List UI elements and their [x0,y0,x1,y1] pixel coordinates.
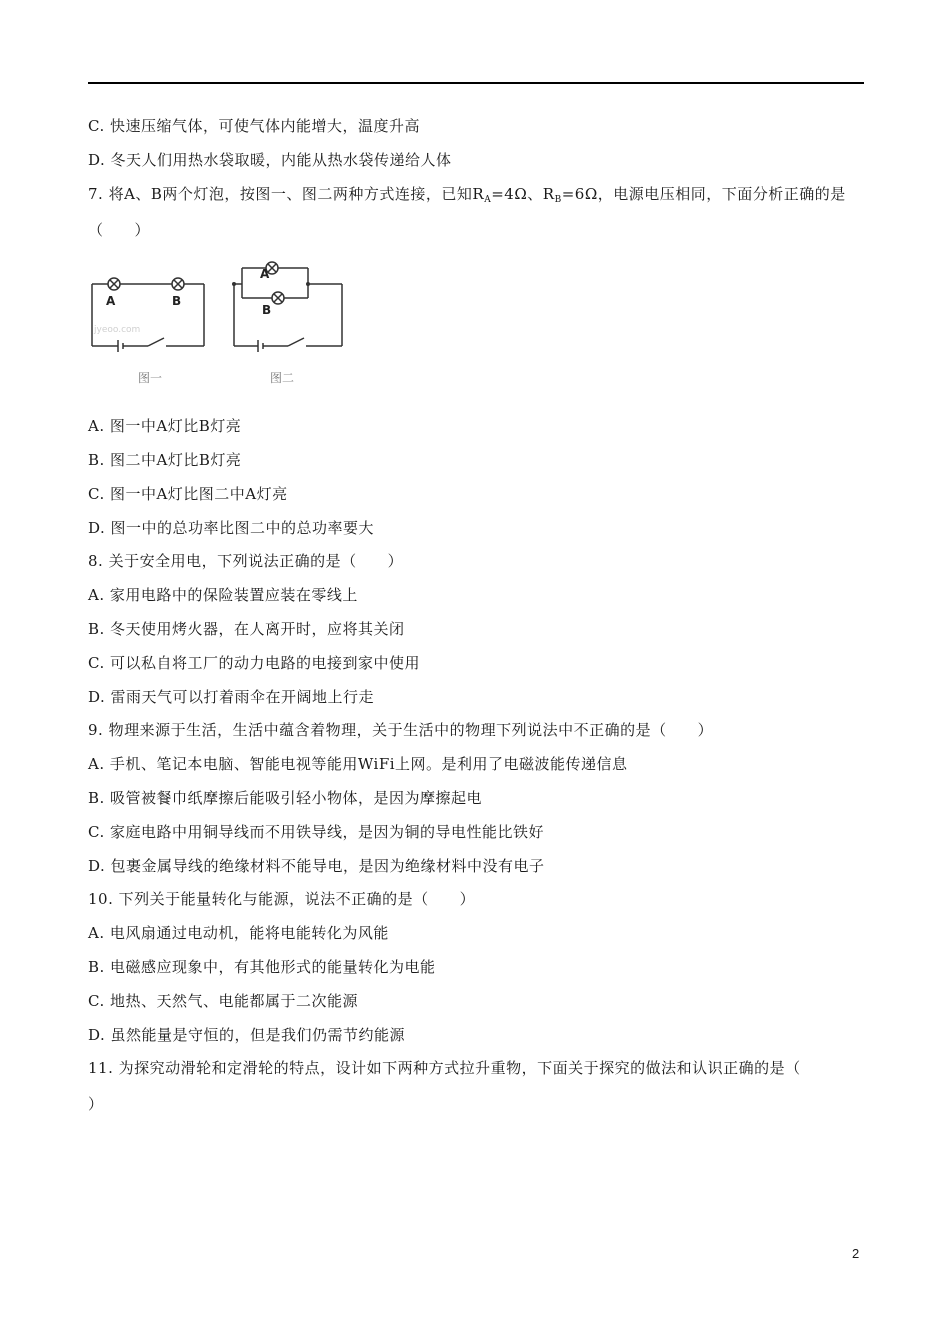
label-b1: B [172,294,182,308]
q7-sub-a: A [484,195,492,205]
circuit-figure [86,256,356,388]
q6-option-c: C. 快速压缩气体，可使气体内能增大，温度升高 [88,117,420,135]
q7-option-b: B. 图二中A灯比B灯亮 [88,451,242,469]
q11-stem-cont: ） [88,1095,104,1113]
q9-option-d: D. 包裹金属导线的绝缘材料不能导电，是因为绝缘材料中没有电子 [88,857,545,875]
junction-right [306,282,310,286]
header-rule [88,82,864,84]
q11-stem: 11. 为探究动滑轮和定滑轮的特点，设计如下两种方式拉升重物，下面关于探究的做法和认识正确的是（ [88,1059,801,1077]
q7-option-a: A. 图一中A灯比B灯亮 [88,417,242,435]
q10-option-b: B. 电磁感应现象中，有其他形式的能量转化为电能 [88,958,436,976]
q10-option-d: D. 虽然能量是守恒的，但是我们仍需节约能源 [88,1026,406,1044]
q9-option-b: B. 吸管被餐巾纸摩擦后能吸引轻小物体，是因为摩擦起电 [88,789,483,807]
q7-option-c: C. 图一中A灯比图二中A灯亮 [88,485,288,503]
q10-stem: 10. 下列关于能量转化与能源，说法不正确的是（ ） [88,890,476,908]
switch2-icon [288,338,304,346]
q9-option-c: C. 家庭电路中用铜导线而不用铁导线，是因为铜的导电性能比铁好 [88,823,544,841]
q7-stem-mid: =4Ω、R [491,185,555,203]
label-b2: B [262,303,272,317]
q7-stem [88,184,846,210]
q7-bracket: （ ） [88,221,151,239]
page-number: 2 [852,1246,860,1261]
q9-option-a: A. 手机、笔记本电脑、智能电视等能用WiFi上网。是利用了电磁波能传递信息 [88,755,628,773]
q8-stem: 8. 关于安全用电，下列说法正确的是（ ） [88,552,404,570]
label-a2: A [260,267,270,281]
label-a1: A [106,294,116,308]
circuit-two [234,262,342,352]
q6-option-d: D. 冬天人们用热水袋取暖，内能从热水袋传递给人体 [88,151,452,169]
q7-stem-start: 7. 将A、B两个灯泡，按图一、图二两种方式连接，已知R [88,185,485,203]
caption-fig1: 图一 [138,371,163,385]
q8-option-c: C. 可以私自将工厂的动力电路的电接到家中使用 [88,654,420,672]
q10-option-c: C. 地热、天然气、电能都属于二次能源 [88,992,358,1010]
switch1-icon [148,338,164,346]
circuit-one [92,278,204,352]
q9-stem: 9. 物理来源于生活，生活中蕴含着物理，关于生活中的物理下列说法中不正确的是（ ） [88,721,714,739]
caption-fig2: 图二 [270,371,295,385]
q8-option-d: D. 雷雨天气可以打着雨伞在开阔地上行走 [88,688,375,706]
q8-option-b: B. 冬天使用烤火器，在人离开时，应将其关闭 [88,620,405,638]
q7-option-d: D. 图一中的总功率比图二中的总功率要大 [88,519,375,537]
q8-option-a: A. 家用电路中的保险装置应装在零线上 [88,586,358,604]
q7-sub-b: B [554,195,562,205]
junction-left [232,282,236,286]
q10-option-a: A. 电风扇通过电动机，能将电能转化为风能 [88,924,389,942]
watermark: jyeoo.com [94,325,141,335]
q7-stem-end: =6Ω，电源电压相同，下面分析正确的是 [561,185,846,203]
